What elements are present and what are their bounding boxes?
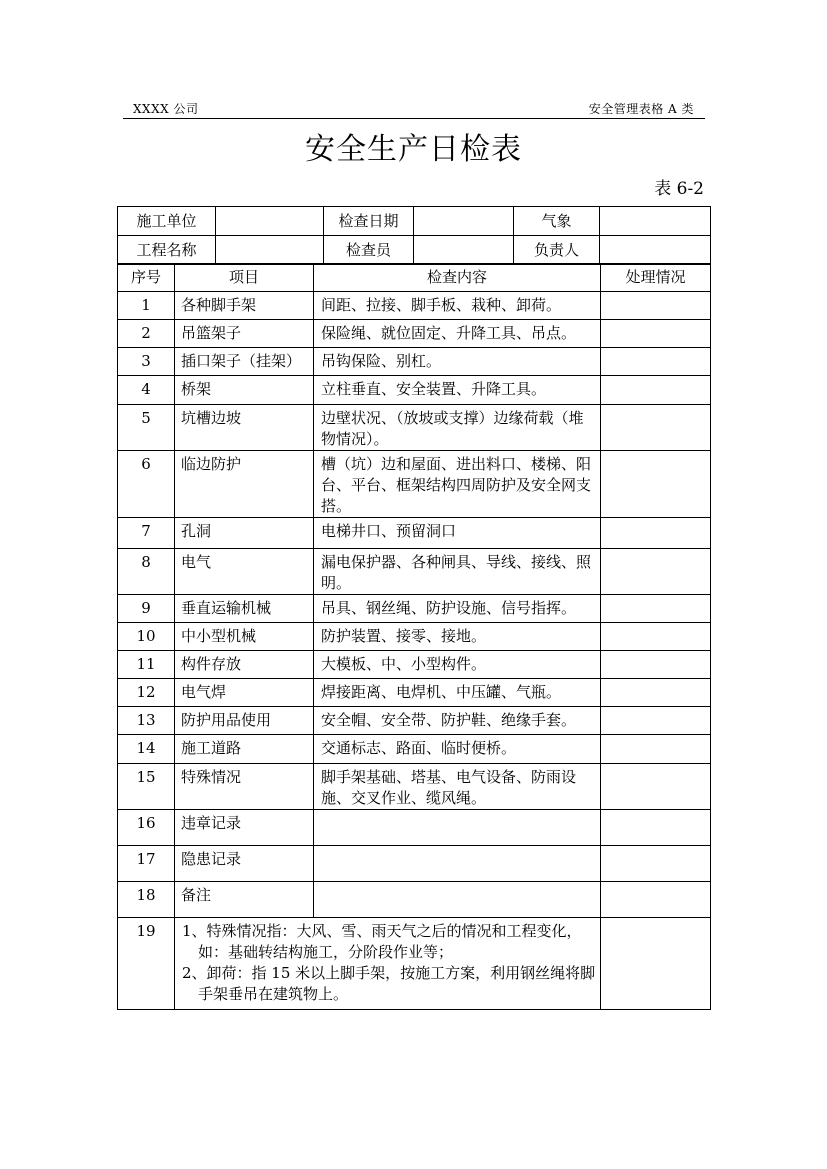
row-content: 安全帽、安全带、防护鞋、绝缘手套。 xyxy=(314,707,601,735)
row-item: 防护用品使用 xyxy=(175,707,314,735)
row-item: 中小型机械 xyxy=(175,623,314,651)
row-content: 立柱垂直、安全装置、升降工具。 xyxy=(314,376,601,405)
col-header-result: 处理情况 xyxy=(601,264,711,292)
notes-cell xyxy=(175,918,601,1010)
row-no: 4 xyxy=(118,376,175,405)
table-row xyxy=(118,320,711,348)
row-result-field[interactable] xyxy=(601,679,711,707)
table-row xyxy=(118,451,711,518)
row-content: 吊钩保险、别杠。 xyxy=(314,348,601,376)
row-content: 边壁状况、（放坡或支撑）边缘荷载（堆物情况）。 xyxy=(314,405,601,451)
table-row xyxy=(118,518,711,549)
row-result-field[interactable] xyxy=(601,348,711,376)
row-item: 孔洞 xyxy=(175,518,314,549)
form-category: 安全管理表格 A 类 xyxy=(588,102,694,116)
weather-field[interactable] xyxy=(600,207,711,236)
table-row xyxy=(118,679,711,707)
row-no: 11 xyxy=(118,651,175,679)
row-no: 13 xyxy=(118,707,175,735)
row-result-field[interactable] xyxy=(601,549,711,595)
table-row xyxy=(118,623,711,651)
row-result-field[interactable] xyxy=(601,846,711,882)
col-header-no: 序号 xyxy=(118,264,175,292)
table-row xyxy=(118,651,711,679)
row-item: 违章记录 xyxy=(175,810,314,846)
table-row xyxy=(118,882,711,918)
row-content: 间距、拉接、脚手板、栽种、卸荷。 xyxy=(314,292,601,320)
row-result-field[interactable] xyxy=(601,764,711,810)
col-header-content: 检查内容 xyxy=(314,264,601,292)
row-item: 吊篮架子 xyxy=(175,320,314,348)
row-result-field[interactable] xyxy=(601,707,711,735)
row-item: 坑槽边坡 xyxy=(175,405,314,451)
project-label: 工程名称 xyxy=(118,236,216,265)
row-result-field[interactable] xyxy=(601,623,711,651)
row-result-field[interactable] xyxy=(601,918,711,1010)
row-content: 大模板、中、小型构件。 xyxy=(314,651,601,679)
inspector-label: 检查员 xyxy=(324,236,414,265)
row-content: 吊具、钢丝绳、防护设施、信号指挥。 xyxy=(314,595,601,623)
info-row-2 xyxy=(118,236,711,265)
notes-row xyxy=(118,918,711,1010)
row-content: 交通标志、路面、临时便桥。 xyxy=(314,735,601,764)
row-no: 10 xyxy=(118,623,175,651)
table-header-row xyxy=(118,264,711,292)
table-row xyxy=(118,810,711,846)
date-label: 检查日期 xyxy=(324,207,414,236)
table-row xyxy=(118,405,711,451)
date-field[interactable] xyxy=(414,207,514,236)
weather-label: 气象 xyxy=(514,207,600,236)
row-content: 电梯井口、预留洞口 xyxy=(314,518,601,549)
row-item: 电气 xyxy=(175,549,314,595)
row-content: 脚手架基础、塔基、电气设备、防雨设施、交叉作业、缆风绳。 xyxy=(314,764,601,810)
header-divider xyxy=(123,118,705,119)
row-content: 漏电保护器、各种闸具、导线、接线、照明。 xyxy=(314,549,601,595)
row-no: 15 xyxy=(118,764,175,810)
row-no: 7 xyxy=(118,518,175,549)
row-result-field[interactable] xyxy=(601,292,711,320)
row-item: 垂直运输机械 xyxy=(175,595,314,623)
row-no: 12 xyxy=(118,679,175,707)
unit-field[interactable] xyxy=(216,207,324,236)
row-content-field[interactable] xyxy=(314,810,601,846)
info-table xyxy=(117,206,711,265)
row-item: 特殊情况 xyxy=(175,764,314,810)
row-result-field[interactable] xyxy=(601,376,711,405)
row-no: 18 xyxy=(118,882,175,918)
unit-label: 施工单位 xyxy=(118,207,216,236)
row-item: 各种脚手架 xyxy=(175,292,314,320)
row-content-field[interactable] xyxy=(314,882,601,918)
row-item: 施工道路 xyxy=(175,735,314,764)
table-row xyxy=(118,735,711,764)
table-row xyxy=(118,549,711,595)
manager-label: 负责人 xyxy=(514,236,600,265)
table-row xyxy=(118,292,711,320)
col-header-item: 项目 xyxy=(175,264,314,292)
row-item: 桥架 xyxy=(175,376,314,405)
row-result-field[interactable] xyxy=(601,451,711,518)
table-row xyxy=(118,707,711,735)
row-item: 插口架子（挂架） xyxy=(175,348,314,376)
row-item: 电气焊 xyxy=(175,679,314,707)
row-content-field[interactable] xyxy=(314,846,601,882)
project-field[interactable] xyxy=(216,236,324,265)
row-result-field[interactable] xyxy=(601,518,711,549)
row-result-field[interactable] xyxy=(601,810,711,846)
inspection-table xyxy=(117,263,711,1010)
row-no: 17 xyxy=(118,846,175,882)
row-no: 14 xyxy=(118,735,175,764)
row-content: 保险绳、就位固定、升降工具、吊点。 xyxy=(314,320,601,348)
info-row-1 xyxy=(118,207,711,236)
row-content: 防护装置、接零、接地。 xyxy=(314,623,601,651)
page-title: 安全生产日检表 xyxy=(305,132,522,167)
table-row xyxy=(118,348,711,376)
table-row xyxy=(118,595,711,623)
table-number: 表 6-2 xyxy=(654,179,704,199)
table-row xyxy=(118,764,711,810)
row-no: 6 xyxy=(118,451,175,518)
row-result-field[interactable] xyxy=(601,405,711,451)
manager-field[interactable] xyxy=(600,236,711,265)
row-result-field[interactable] xyxy=(601,651,711,679)
note-line-1: 1、特殊情况指：大风、雪、雨天气之后的情况和工程变化，如：基础转结构施工，分阶段作业等； xyxy=(182,922,582,961)
row-no: 8 xyxy=(118,549,175,595)
row-result-field[interactable] xyxy=(601,595,711,623)
row-no: 5 xyxy=(118,405,175,451)
row-item: 备注 xyxy=(175,882,314,918)
row-result-field[interactable] xyxy=(601,320,711,348)
table-row xyxy=(118,376,711,405)
row-no: 3 xyxy=(118,348,175,376)
row-item: 构件存放 xyxy=(175,651,314,679)
note-line-2: 2、卸荷：指 15 米以上脚手架，按施工方案，利用钢丝绳将脚手架垂吊在建筑物上。 xyxy=(182,964,596,1003)
row-item: 隐患记录 xyxy=(175,846,314,882)
row-no: 2 xyxy=(118,320,175,348)
row-no: 16 xyxy=(118,810,175,846)
row-content: 槽（坑）边和屋面、进出料口、楼梯、阳台、平台、框架结构四周防护及安全网支搭。 xyxy=(314,451,601,518)
row-no: 9 xyxy=(118,595,175,623)
row-no: 19 xyxy=(118,918,175,1010)
row-result-field[interactable] xyxy=(601,735,711,764)
row-item: 临边防护 xyxy=(175,451,314,518)
company-name: XXXX 公司 xyxy=(133,102,199,116)
row-no: 1 xyxy=(118,292,175,320)
row-result-field[interactable] xyxy=(601,882,711,918)
inspector-field[interactable] xyxy=(414,236,514,265)
table-row xyxy=(118,846,711,882)
row-content: 焊接距离、电焊机、中压罐、气瓶。 xyxy=(314,679,601,707)
